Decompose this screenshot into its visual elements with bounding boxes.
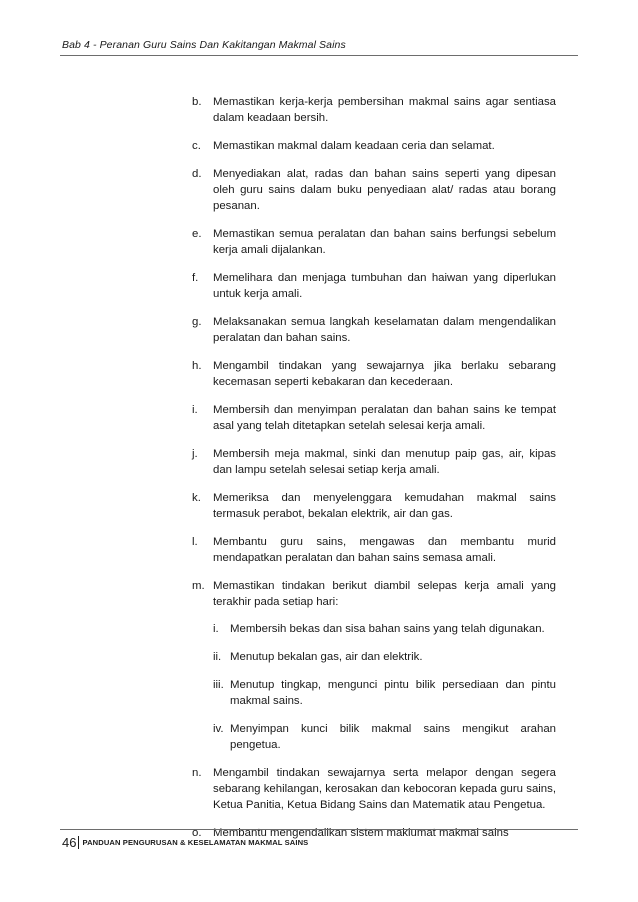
- item-text: Memeriksa dan menyelenggara kemudahan makmal sains termasuk perabot, bekalan elektrik, air dan gas.: [213, 492, 556, 520]
- item-text: Melaksanakan semua langkah keselamatan dalam mengendalikan peralatan dan bahan sains.: [213, 316, 556, 344]
- list-item: [192, 446, 556, 478]
- item-marker: i.: [192, 404, 198, 416]
- list-item: [192, 270, 556, 302]
- item-text: Memastikan tindakan berikut diambil selepas kerja amali yang terakhir pada setiap hari:: [213, 580, 556, 608]
- item-marker: b.: [192, 96, 202, 108]
- item-marker: f.: [192, 272, 199, 284]
- sub-list-item: [213, 649, 556, 665]
- item-text: Memastikan makmal dalam keadaan ceria dan selamat.: [213, 140, 495, 152]
- item-text: Membantu mengendalikan sistem maklumat makmal sains: [213, 827, 509, 839]
- list-item: [192, 765, 556, 813]
- sub-list-item: [213, 677, 556, 709]
- list-item: [192, 490, 556, 522]
- list-item: [192, 314, 556, 346]
- item-marker: g.: [192, 316, 202, 328]
- footer-separator: [78, 836, 79, 849]
- sub-item-marker: i.: [213, 623, 219, 635]
- item-text: Membersih dan menyimpan peralatan dan bahan sains ke tempat asal yang telah ditetapkan setelah selesai kerja amali.: [213, 404, 556, 432]
- sub-list-item: [213, 621, 556, 637]
- page-number: 46: [62, 835, 77, 850]
- header-divider: [60, 55, 578, 56]
- item-marker: m.: [192, 580, 205, 592]
- running-header: Bab 4 - Peranan Guru Sains Dan Kakitangan Makmal Sains: [62, 39, 346, 51]
- item-marker: l.: [192, 536, 198, 548]
- sub-item-marker: iii.: [213, 679, 224, 691]
- footer-divider: [60, 829, 578, 830]
- list-item: [192, 578, 556, 753]
- list-item: [192, 358, 556, 390]
- item-marker: c.: [192, 140, 201, 152]
- item-marker: k.: [192, 492, 201, 504]
- sub-item-text: Membersih bekas dan sisa bahan sains yang telah digunakan.: [230, 623, 545, 635]
- item-marker: n.: [192, 767, 202, 779]
- item-text: Memelihara dan menjaga tumbuhan dan haiwan yang diperlukan untuk kerja amali.: [213, 272, 556, 300]
- page-footer: [62, 835, 308, 850]
- sub-list: [213, 621, 556, 753]
- item-text: Menyediakan alat, radas dan bahan sains seperti yang dipesan oleh guru sains dalam buku penyediaan alat/ radas atau borang pesanan.: [213, 168, 556, 212]
- item-text: Mengambil tindakan yang sewajarnya jika berlaku sebarang kecemasan seperti kebakaran dan kecederaan.: [213, 360, 556, 388]
- list-item: [192, 226, 556, 258]
- duty-list: [192, 94, 556, 853]
- sub-item-marker: ii.: [213, 651, 222, 663]
- list-item: [192, 166, 556, 214]
- item-text: Memastikan kerja-kerja pembersihan makmal sains agar sentiasa dalam keadaan bersih.: [213, 96, 556, 124]
- footer-title: PANDUAN PENGURUSAN & KESELAMATAN MAKMAL SAINS: [82, 838, 309, 847]
- sub-item-text: Menyimpan kunci bilik makmal sains mengikut arahan pengetua.: [230, 723, 556, 751]
- list-item: [192, 94, 556, 126]
- sub-item-marker: iv.: [213, 723, 224, 735]
- item-text: Membantu guru sains, mengawas dan membantu murid mendapatkan peralatan dan bahan sains semasa amali.: [213, 536, 556, 564]
- item-text: Memastikan semua peralatan dan bahan sains berfungsi sebelum kerja amali dijalankan.: [213, 228, 556, 256]
- item-body: [213, 578, 556, 753]
- item-marker: j.: [192, 448, 198, 460]
- item-text: Membersih meja makmal, sinki dan menutup paip gas, air, kipas dan lampu setelah selesai setiap kerja amali.: [213, 448, 556, 476]
- sub-list-item: [213, 721, 556, 753]
- item-marker: d.: [192, 168, 202, 180]
- sub-item-text: Menutup bekalan gas, air dan elektrik.: [230, 651, 423, 663]
- list-item: [192, 138, 556, 154]
- item-marker: o.: [192, 827, 202, 839]
- sub-item-text: Menutup tingkap, mengunci pintu bilik persediaan dan pintu makmal sains.: [230, 679, 556, 707]
- item-text: Mengambil tindakan sewajarnya serta melapor dengan segera sebarang kehilangan, kerosakan dan kebocoran kepada guru sains, Ketua Panitia, Ketua Bidang Sains dan Matematik atau Pengetua.: [213, 767, 556, 811]
- list-item: [192, 534, 556, 566]
- list-item: [192, 402, 556, 434]
- item-marker: e.: [192, 228, 202, 240]
- item-marker: h.: [192, 360, 202, 372]
